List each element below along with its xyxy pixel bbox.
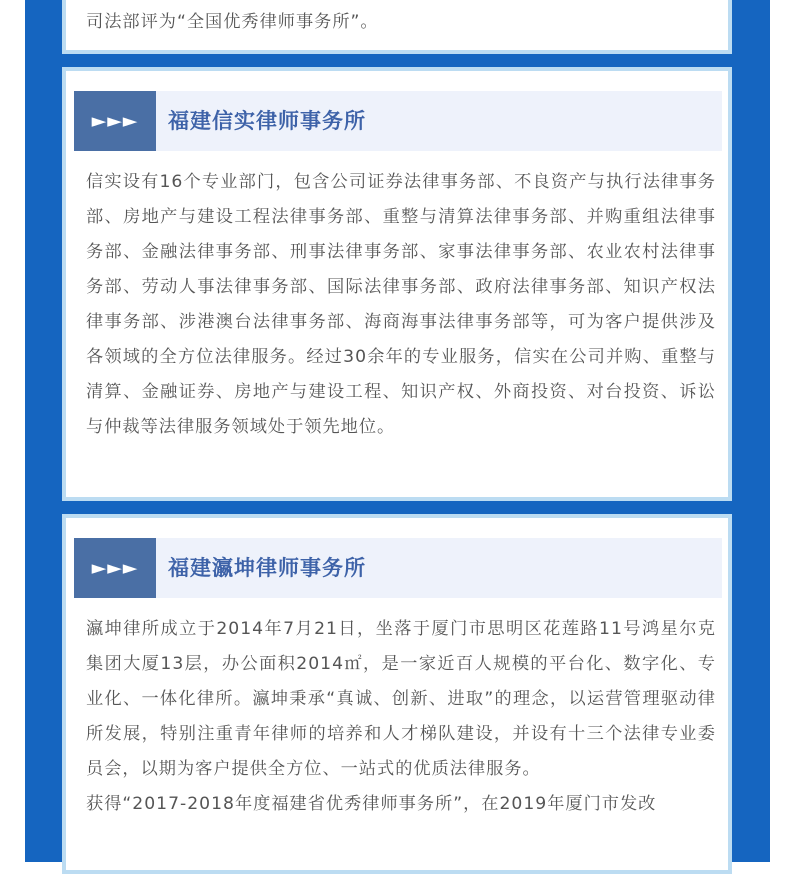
previous-card-fragment [62, 0, 732, 54]
card-header [74, 538, 722, 598]
triple-arrow-icon: ►►► [74, 538, 156, 598]
firm-card-yingkun [62, 514, 732, 874]
firm-card-xinshi [62, 67, 732, 501]
paragraph: 信实设有16个专业部门，包含公司证券法律事务部、不良资产与执行法律事务部、房地产与建设工程法律事务部、重整与清算法律事务部、并购重组法律事务部、金融法律事务部、刑事法律事务部、家事法律事务部、农业农村法律事务部、劳动人事法律事务部、国际法律事务部、政府法律事务部、知识产权法律事务部、涉港澳台法律事务部、海商海事法律事务部等，可为客户提供涉及各领域的全方位法律服务。经过30余年的专业服务，信实在公司并购、重整与清算、金融证券、房地产与建设工程、知识产权、外商投资、对台投资、诉讼与仲裁等法律服务领域处于领先地位。 [86, 172, 716, 437]
previous-card-text: 司法部评为“全国优秀律师事务所”。 [86, 12, 379, 32]
card-body [86, 165, 716, 445]
triple-arrow-icon: ►►► [74, 91, 156, 151]
card-title: 福建瀛坤律师事务所 [168, 556, 366, 580]
card-title: 福建信实律师事务所 [168, 109, 366, 133]
paragraph: 瀛坤律所成立于2014年7月21日，坐落于厦门市思明区花莲路11号鸿星尔克集团大厦13层，办公面积2014㎡，是一家近百人规模的平台化、数字化、专业化、一体化律所。瀛坤秉承“真诚、创新、进取”的理念，以运营管理驱动律所发展，特别注重青年律师的培养和人才梯队建设，并设有十三个法律专业委员会，以期为客户提供全方位、一站式的优质法律服务。 [86, 619, 716, 779]
paragraph: 获得“2017-2018年度福建省优秀律师事务所”，在2019年厦门市发改 [86, 794, 657, 814]
card-body [86, 612, 716, 822]
card-header [74, 91, 722, 151]
